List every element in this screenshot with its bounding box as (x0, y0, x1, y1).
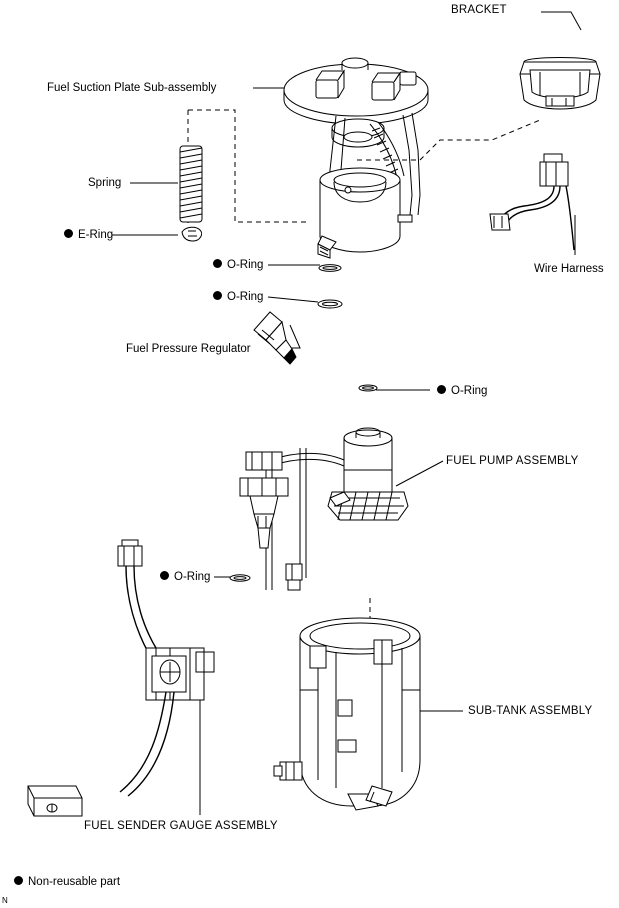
label-e-ring (64, 229, 113, 242)
label-spring (88, 177, 121, 190)
non-reusable-bullet-icon (213, 259, 222, 268)
wire-harness-part (490, 154, 574, 250)
non-reusable-bullet-icon (14, 876, 23, 885)
spring-part (180, 146, 202, 222)
label-bracket-text: BRACKET (451, 4, 507, 16)
o-ring-part-3 (359, 385, 377, 391)
label-bracket (451, 4, 507, 17)
legend-non-reusable-text: Non-reusable part (28, 876, 121, 888)
label-fuel-suction-plate (47, 82, 216, 95)
corner-tag (2, 896, 8, 905)
corner-tag-text: N (2, 896, 8, 905)
sub-tank-assembly-part (274, 618, 420, 810)
o-ring-part-2 (318, 300, 342, 308)
label-o-ring-2 (213, 291, 263, 304)
legend-non-reusable (14, 876, 120, 888)
non-reusable-bullet-icon (64, 229, 73, 238)
label-o-ring-4-text: O-Ring (174, 571, 211, 583)
label-o-ring-1-text: O-Ring (227, 259, 264, 271)
fuel-pump-assembly-part (240, 428, 408, 590)
bracket-part (520, 58, 600, 110)
label-fuel-pressure-regulator-text: Fuel Pressure Regulator (126, 343, 251, 355)
label-wire-harness-text: Wire Harness (534, 263, 604, 275)
label-sub-tank-assembly-text: SUB-TANK ASSEMBLY (468, 705, 593, 717)
e-ring-part (182, 227, 202, 241)
label-fuel-suction-plate-text: Fuel Suction Plate Sub-assembly (47, 82, 217, 94)
label-o-ring-3 (437, 385, 487, 398)
label-o-ring-1 (213, 259, 263, 272)
label-fuel-sender-gauge-assembly-text: FUEL SENDER GAUGE ASSEMBLY (84, 820, 278, 832)
o-ring-part-4 (230, 575, 250, 581)
label-e-ring-text: E-Ring (78, 229, 114, 241)
o-ring-part-1 (319, 265, 341, 272)
non-reusable-bullet-icon (437, 385, 446, 394)
label-spring-text: Spring (88, 177, 122, 189)
label-o-ring-2-text: O-Ring (227, 291, 264, 303)
label-fuel-sender-gauge-assembly (84, 820, 278, 833)
label-wire-harness (534, 263, 604, 276)
fuel-pressure-regulator-part (254, 312, 296, 364)
label-o-ring-4 (160, 571, 210, 584)
label-sub-tank-assembly (468, 705, 592, 718)
label-fuel-pump-assembly (446, 455, 579, 468)
non-reusable-bullet-icon (213, 291, 222, 300)
label-o-ring-3-text: O-Ring (451, 385, 488, 397)
non-reusable-bullet-icon (160, 571, 169, 580)
label-fuel-pressure-regulator (126, 343, 251, 356)
label-fuel-pump-assembly-text: FUEL PUMP ASSEMBLY (446, 455, 579, 467)
